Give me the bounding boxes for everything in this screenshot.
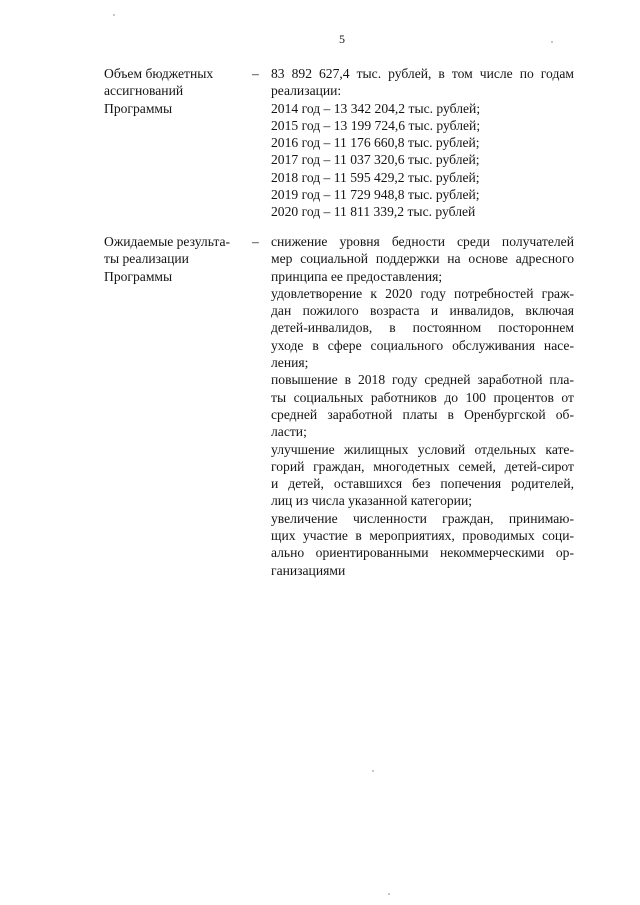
results-line: удовлетворение к 2020 году потребностей граж- — [271, 285, 574, 301]
page-number: 5 — [339, 32, 345, 46]
results-label-line: ты реализации — [104, 251, 189, 267]
scan-speck — [551, 41, 553, 43]
results-label — [104, 233, 256, 285]
budget-line-year: 2016 год – 11 176 660,8 тыс. рублей; — [271, 135, 480, 151]
results-line: ления; — [271, 355, 309, 371]
results-line: снижение уровня бедности среди получателей — [271, 234, 574, 249]
budget-line-year: 2018 год – 11 595 429,2 тыс. рублей; — [271, 169, 480, 185]
results-content — [271, 233, 574, 579]
results-line: щих участие в мероприятиях, проводимых соци- — [271, 528, 574, 544]
results-line: и детей, оставшихся без попечения родителей, — [271, 476, 574, 492]
budget-label-line: ассигнований — [104, 83, 184, 99]
budget-line: реализации: — [271, 83, 342, 99]
budget-line-year: 2019 год – 11 729 948,8 тыс. рублей; — [271, 187, 480, 203]
results-line: детей-инвалидов, в постоянном постороннем — [271, 320, 574, 336]
results-line: увеличение численности граждан, принимаю- — [271, 510, 574, 526]
results-line: ганизациями — [271, 562, 346, 578]
results-line: дан пожилого возраста и инвалидов, включая — [271, 303, 574, 319]
results-line: мер социальной поддержки на основе адресного — [271, 251, 574, 267]
results-line: ты социальных работников до 100 процентов от — [271, 389, 574, 405]
results-label-line: Ожидаемые результа- — [104, 234, 231, 249]
results-line: горий граждан, многодетных семей, детей-сирот — [271, 458, 574, 474]
results-dash: – — [252, 234, 259, 249]
results-line: средней заработной платы в Оренбургской об- — [271, 406, 574, 422]
results-line: лиц из числа указанной категории; — [271, 493, 472, 509]
results-line: ласти; — [271, 424, 307, 440]
budget-line-year: 2014 год – 13 342 204,2 тыс. рублей; — [271, 100, 481, 116]
results-line: ально ориентированными некоммерческими ор- — [271, 545, 574, 561]
results-line: улучшение жилищных условий отдельных кате- — [271, 441, 574, 457]
budget-line-year: 2015 год – 13 199 724,6 тыс. рублей; — [271, 117, 481, 133]
results-label-line: Программы — [104, 268, 173, 284]
budget-line: 83 892 627,4 тыс. рублей, в том числе по годам — [271, 66, 574, 81]
scan-speck — [113, 14, 115, 16]
budget-label-line: Объем бюджетных — [104, 66, 214, 81]
budget-label-line: Программы — [104, 100, 173, 116]
budget-content — [271, 65, 574, 221]
budget-line-year: 2020 год – 11 811 339,2 тыс. рублей — [271, 204, 476, 220]
budget-line-year: 2017 год – 11 037 320,6 тыс. рублей; — [271, 152, 480, 168]
results-line: принципа ее предоставления; — [271, 268, 443, 284]
scan-speck — [372, 770, 374, 772]
results-line: уходе в сфере социального обслуживания насе- — [271, 337, 574, 353]
results-line: повышение в 2018 году средней заработной пла- — [271, 372, 574, 388]
scan-speck — [388, 893, 390, 895]
budget-label — [104, 65, 256, 117]
budget-dash: – — [252, 66, 259, 81]
